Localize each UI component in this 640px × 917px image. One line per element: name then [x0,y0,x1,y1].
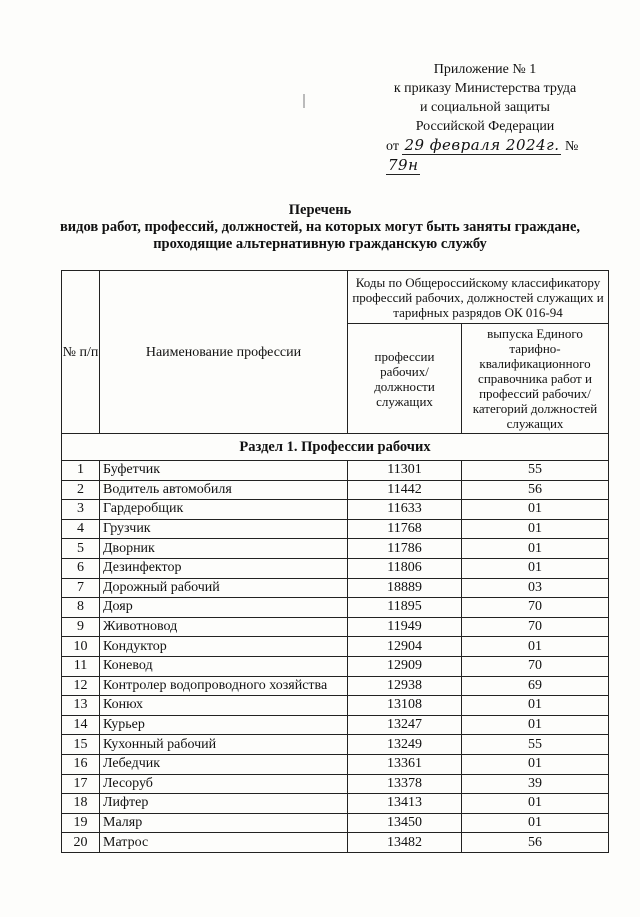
profession-code: 12909 [348,656,462,676]
table-row [62,794,609,814]
appendix-title: Приложение № 1 [433,62,537,77]
profession-name: Лебедчик [100,754,348,774]
row-number: 9 [62,617,100,637]
appendix-block [380,60,590,176]
document-title [30,202,610,253]
header-name: Наименование профессии [100,271,348,434]
appendix-ministry-line: и социальной защиты [420,100,550,115]
row-number: 16 [62,754,100,774]
profession-code: 11806 [348,558,462,578]
profession-name: Дорожный рабочий [100,578,348,598]
header-code-ok: профессии рабочих/ должности служащих [348,324,462,434]
table-row [62,715,609,735]
etks-issue: 01 [462,696,609,716]
etks-issue: 01 [462,754,609,774]
profession-name: Коневод [100,656,348,676]
row-number: 5 [62,539,100,559]
order-number: 79н [388,156,419,174]
profession-code: 13482 [348,833,462,853]
etks-issue: 70 [462,598,609,618]
etks-issue: 01 [462,813,609,833]
profession-code: 13247 [348,715,462,735]
header-row-1 [62,271,609,324]
row-number: 17 [62,774,100,794]
etks-issue: 55 [462,461,609,481]
title-line-1: Перечень [288,202,352,218]
profession-name: Гардеробщик [100,500,348,520]
etks-issue: 56 [462,833,609,853]
profession-code: 11949 [348,617,462,637]
profession-code: 13361 [348,754,462,774]
etks-issue: 01 [462,794,609,814]
row-number: 8 [62,598,100,618]
table-row [62,774,609,794]
etks-issue: 01 [462,558,609,578]
row-number: 2 [62,480,100,500]
row-number: 3 [62,500,100,520]
etks-issue: 70 [462,617,609,637]
table-row [62,617,609,637]
title-line-3: проходящие альтернативную гражданскую службу [153,236,487,252]
row-number: 13 [62,696,100,716]
etks-issue: 01 [462,500,609,520]
profession-name: Лифтер [100,794,348,814]
table-row [62,539,609,559]
table-row [62,598,609,618]
order-date: 29 февраля 2024г. [404,136,560,154]
profession-name: Кондуктор [100,637,348,657]
table-row [62,500,609,520]
etks-issue: 01 [462,637,609,657]
table-row [62,637,609,657]
etks-issue: 39 [462,774,609,794]
etks-issue: 69 [462,676,609,696]
row-number: 18 [62,794,100,814]
profession-code: 11301 [348,461,462,481]
row-number: 11 [62,656,100,676]
etks-issue: 03 [462,578,609,598]
table-row [62,480,609,500]
profession-name: Грузчик [100,519,348,539]
number-prefix: № [564,139,579,154]
table-row [62,578,609,598]
profession-name: Животновод [100,617,348,637]
row-number: 19 [62,813,100,833]
section-title: Раздел 1. Профессии рабочих [62,434,609,461]
table-row [62,558,609,578]
order-date-line [380,136,590,176]
table-row [62,676,609,696]
appendix-federation-line: Российской Федерации [415,119,555,134]
table-row [62,461,609,481]
profession-code: 13249 [348,735,462,755]
row-number: 12 [62,676,100,696]
etks-issue: 55 [462,735,609,755]
appendix-order-line: к приказу Министерства труда [393,81,577,96]
etks-issue: 01 [462,519,609,539]
profession-code: 12904 [348,637,462,657]
profession-code: 13108 [348,696,462,716]
table-row [62,833,609,853]
profession-code: 13378 [348,774,462,794]
profession-name: Лесоруб [100,774,348,794]
profession-name: Дворник [100,539,348,559]
table-row [62,519,609,539]
row-number: 20 [62,833,100,853]
profession-name: Буфетчик [100,461,348,481]
table-row [62,696,609,716]
header-num: № п/п [62,271,100,434]
row-number: 4 [62,519,100,539]
profession-code: 11768 [348,519,462,539]
profession-code: 11895 [348,598,462,618]
header-codes-group: Коды по Общероссийскому классификатору профессий рабочих, должностей служащих и тарифных разрядов ОК 016-94 [348,271,609,324]
header-code-etks: выпуска Единого тарифно-квалификационного справочника работ и профессий рабочих/категорий должностей служащих [462,324,609,434]
profession-name: Кухонный рабочий [100,735,348,755]
profession-name: Матрос [100,833,348,853]
table-row [62,735,609,755]
profession-name: Дояр [100,598,348,618]
profession-name: Маляр [100,813,348,833]
profession-code: 18889 [348,578,462,598]
profession-name: Конюх [100,696,348,716]
etks-issue: 70 [462,656,609,676]
etks-issue: 01 [462,539,609,559]
profession-name: Контролер водопроводного хозяйства [100,676,348,696]
profession-name: Водитель автомобиля [100,480,348,500]
section-row [62,434,609,461]
row-number: 6 [62,558,100,578]
professions-table [61,270,609,853]
table-row [62,754,609,774]
date-prefix: от [386,139,399,154]
title-line-2: видов работ, профессий, должностей, на которых могут быть заняты граждане, [59,219,581,235]
etks-issue: 01 [462,715,609,735]
profession-name: Дезинфектор [100,558,348,578]
profession-code: 11442 [348,480,462,500]
table-row [62,656,609,676]
profession-name: Курьер [100,715,348,735]
profession-code: 12938 [348,676,462,696]
profession-code: 11633 [348,500,462,520]
scan-mark [303,94,305,108]
etks-issue: 56 [462,480,609,500]
table-row [62,813,609,833]
row-number: 10 [62,637,100,657]
profession-code: 13450 [348,813,462,833]
profession-code: 11786 [348,539,462,559]
row-number: 7 [62,578,100,598]
row-number: 1 [62,461,100,481]
row-number: 14 [62,715,100,735]
profession-code: 13413 [348,794,462,814]
row-number: 15 [62,735,100,755]
